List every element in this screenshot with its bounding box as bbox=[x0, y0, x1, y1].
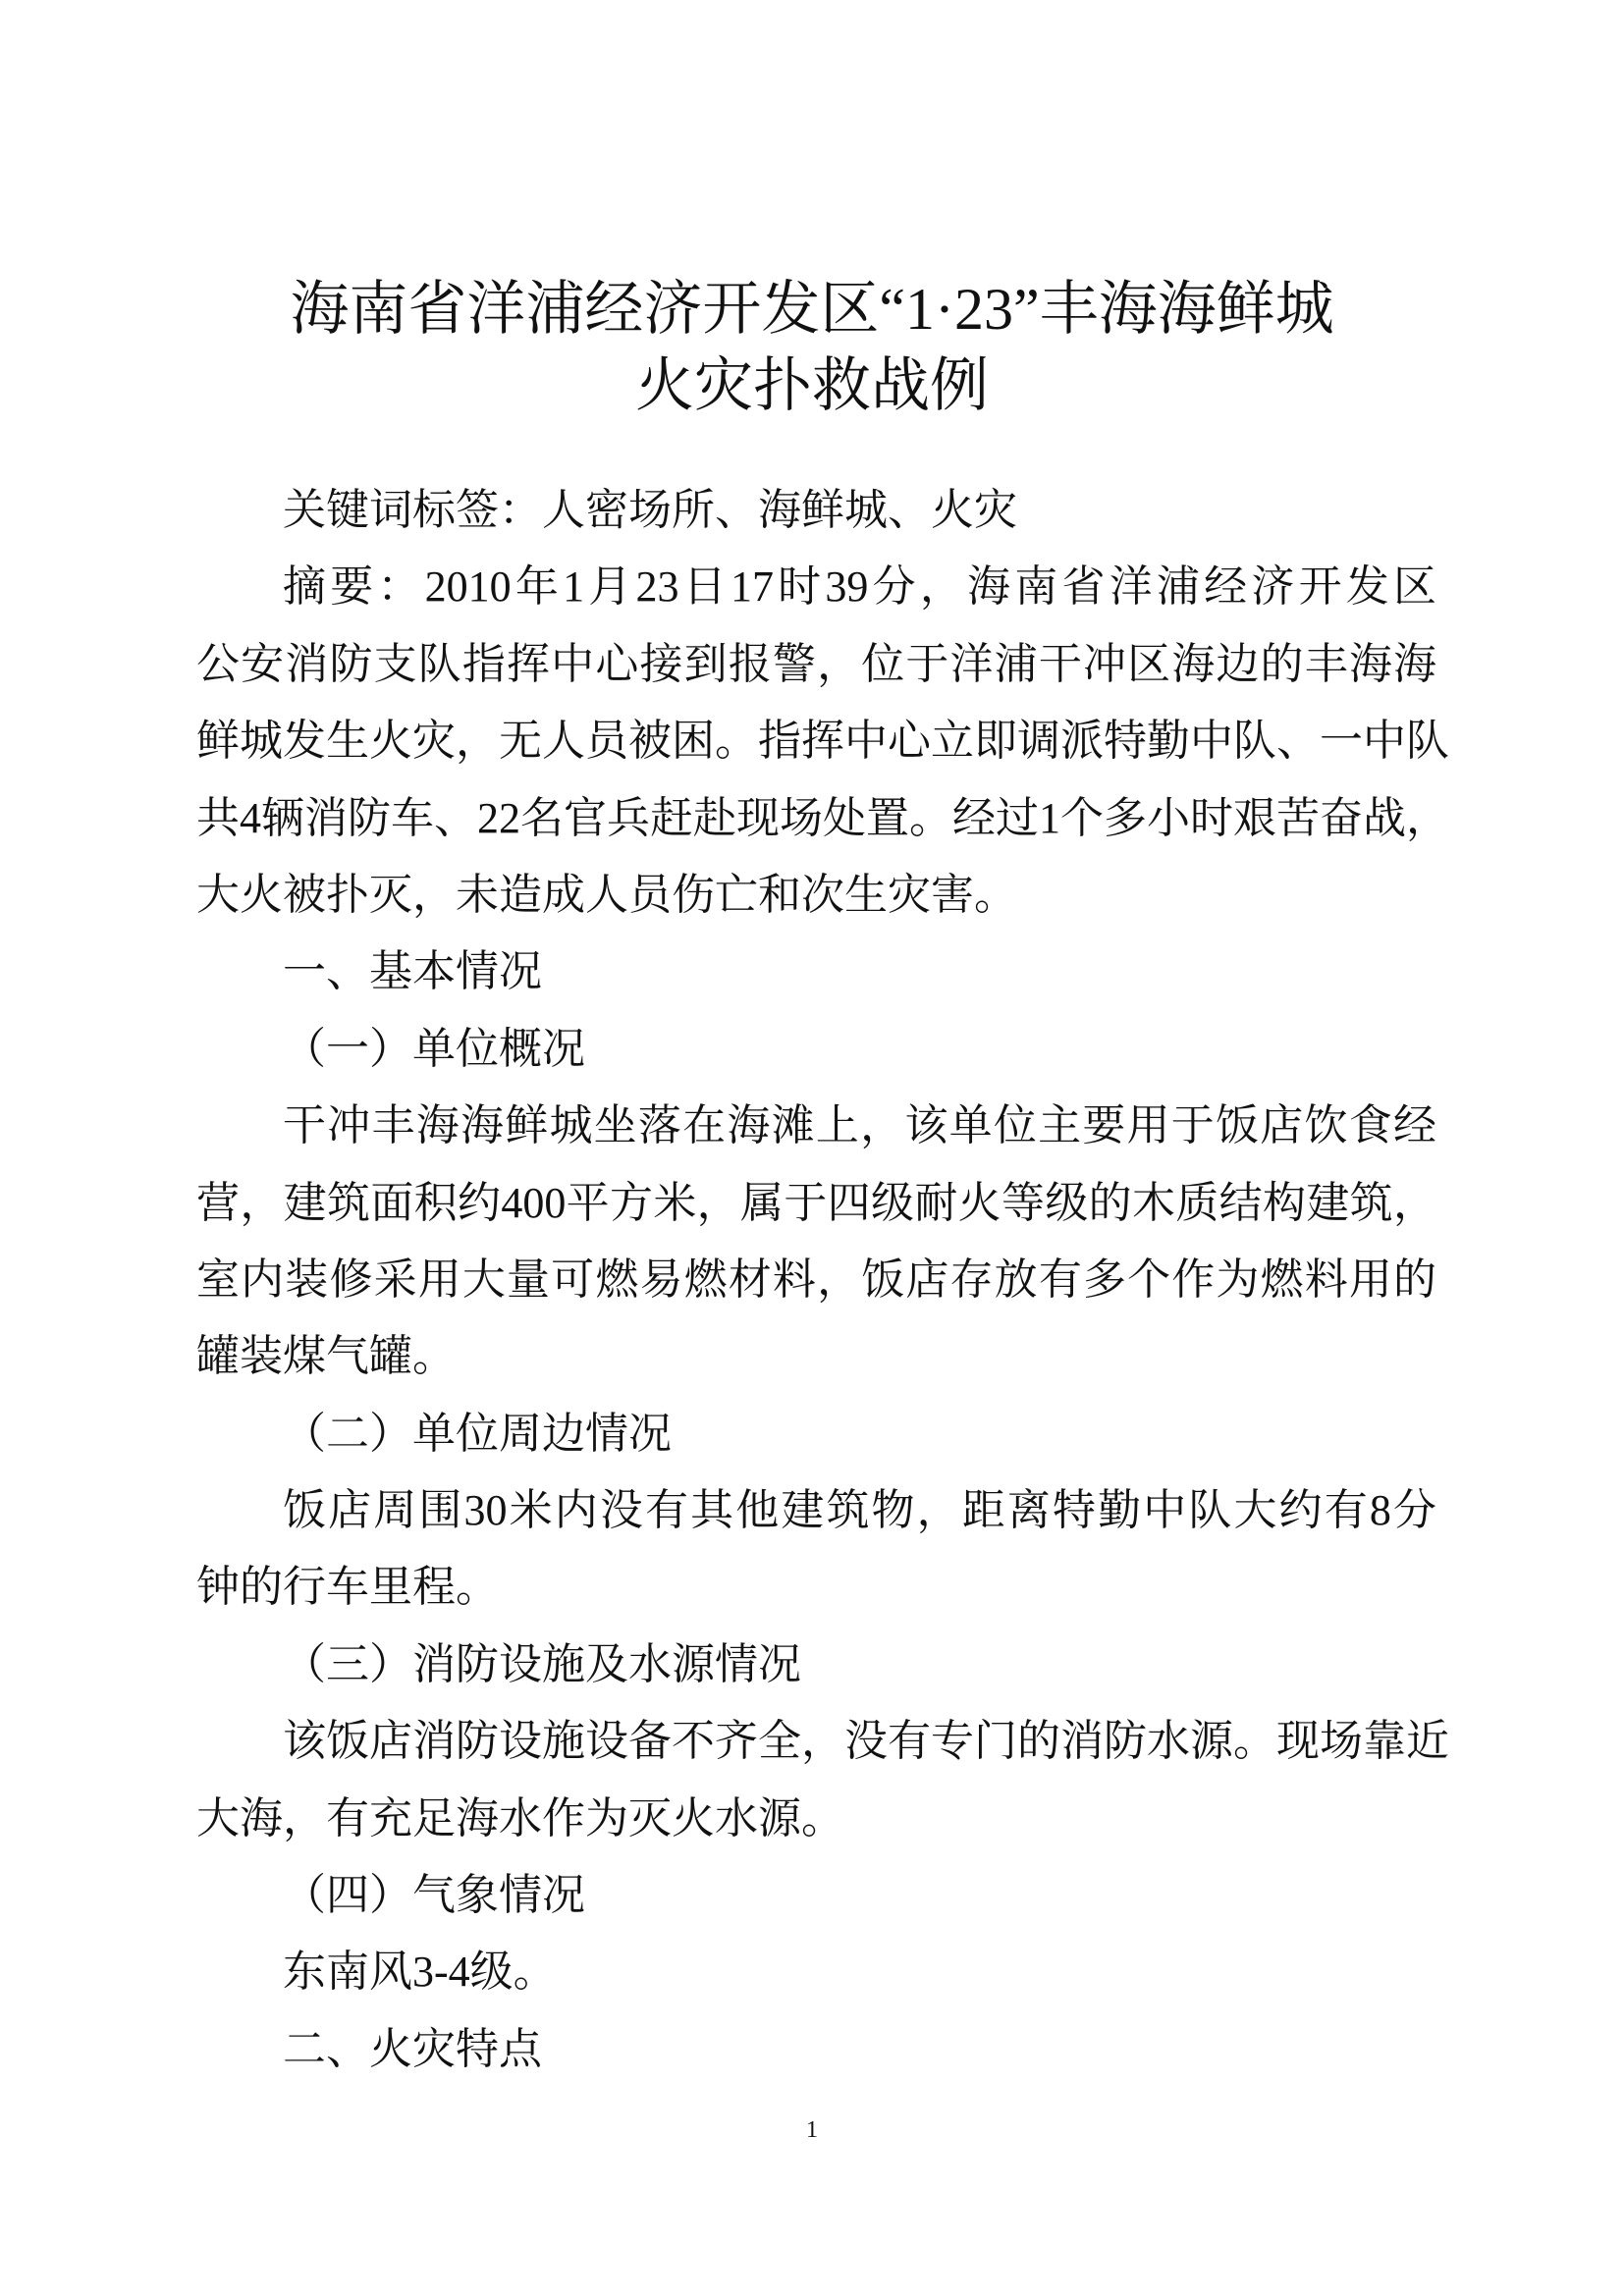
page-number: 1 bbox=[806, 2117, 818, 2143]
subsection-heading-surroundings: （二）单位周边情况 bbox=[283, 1409, 672, 1458]
document-body bbox=[196, 472, 1449, 2088]
paragraph-line: 东南风3-4级。 bbox=[283, 1948, 557, 1997]
paragraph-line: 营，建筑面积约400平方米，属于四级耐火等级的木质结构建筑， bbox=[196, 1178, 1436, 1227]
paragraph-line: 该饭店消防设施设备不齐全，没有专门的消防水源。现场靠近 bbox=[283, 1717, 1449, 1766]
document-title bbox=[0, 271, 1624, 424]
paragraph-line: 大海，有充足海水作为灭火水源。 bbox=[196, 1793, 844, 1842]
abstract-line: 大火被扑灭，未造成人员伤亡和次生灾害。 bbox=[196, 870, 1017, 919]
paragraph-line: 室内装修采用大量可燃易燃材料，饭店存放有多个作为燃料用的 bbox=[196, 1255, 1436, 1304]
paragraph-line: 钟的行车里程。 bbox=[196, 1563, 499, 1612]
paragraph-line: 干冲丰海海鲜城坐落在海滩上，该单位主要用于饭店饮食经 bbox=[283, 1101, 1436, 1150]
abstract-line: 共4辆消防车、22名官兵赶赴现场处置。经过1个多小时艰苦奋战， bbox=[196, 793, 1449, 842]
paragraph-line: 罐装煤气罐。 bbox=[196, 1332, 456, 1381]
abstract-line: 公安消防支队指挥中心接到报警，位于洋浦干冲区海边的丰海海 bbox=[196, 639, 1436, 688]
abstract-line: 鲜城发生火灾，无人员被困。指挥中心立即调派特勤中队、一中队 bbox=[196, 717, 1449, 766]
title-line-1: 海南省洋浦经济开发区“1·23”丰海海鲜城 bbox=[290, 277, 1334, 342]
subsection-heading-fire-facilities: （三）消防设施及水源情况 bbox=[283, 1639, 801, 1688]
section-heading-fire-characteristics: 二、火灾特点 bbox=[283, 2024, 542, 2073]
abstract-line: 摘要：2010年1月23日17时39分，海南省洋浦经济开发区 bbox=[283, 562, 1436, 612]
subsection-heading-weather: （四）气象情况 bbox=[283, 1871, 585, 1920]
section-heading-basic-info: 一、基本情况 bbox=[283, 947, 542, 996]
paragraph-line: 饭店周围30米内没有其他建筑物，距离特勤中队大约有8分 bbox=[283, 1486, 1436, 1535]
title-line-2: 火灾扑救战例 bbox=[635, 353, 989, 418]
subsection-heading-unit-overview: （一）单位概况 bbox=[283, 1024, 585, 1073]
keywords-line: 关键词标签：人密场所、海鲜城、火灾 bbox=[283, 486, 1017, 534]
